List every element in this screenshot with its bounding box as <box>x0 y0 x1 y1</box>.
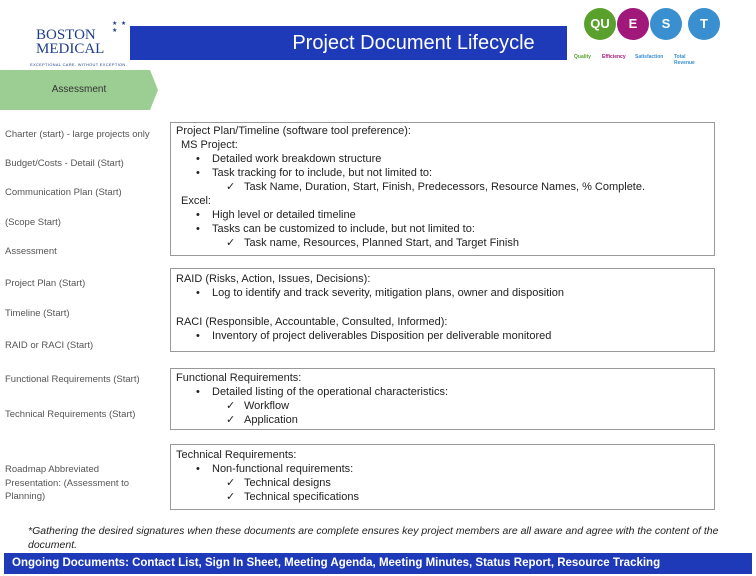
logo-stars: ★ ★ ★ <box>112 21 128 34</box>
check-icon: ✓ <box>226 181 236 193</box>
bullet: • <box>196 223 200 235</box>
technical-requirements-content <box>176 448 359 504</box>
ongoing-documents-bar: Ongoing Documents: Contact List, Sign In Sheet, Meeting Agenda, Meeting Minutes, Status Report, Resource Tracking <box>4 553 752 574</box>
left-label-communication-plan: Communication Plan (Start) <box>5 187 122 198</box>
quest-label-quality: Quality <box>574 54 591 60</box>
left-label-roadmap: Roadmap Abbreviated Presentation: (Assessment to Planning) <box>5 464 130 502</box>
excel-item-customize: Tasks can be customized to include, but not limited to: <box>212 223 475 235</box>
ms-item-task-tracking: Task tracking for to include, but not limited to: <box>212 167 433 179</box>
functional-check-application: Application <box>244 414 298 426</box>
quest-label-efficiency: Efficiency <box>602 54 626 60</box>
left-label-assessment: Assessment <box>5 246 57 257</box>
left-label-scope: (Scope Start) <box>5 217 61 228</box>
quest-logo <box>572 8 756 68</box>
check-icon: ✓ <box>226 400 236 412</box>
project-plan-content <box>176 124 645 250</box>
page-title: Project Document Lifecycle <box>130 26 567 60</box>
left-label-timeline: Timeline (Start) <box>5 308 70 319</box>
phase-label: Assessment <box>51 84 107 95</box>
logo-text-boston: BOSTON <box>36 27 96 43</box>
excel-label: Excel: <box>181 195 211 207</box>
raci-heading: RACI (Responsible, Accountable, Consulted, Informed): <box>176 316 448 328</box>
functional-item: Detailed listing of the operational characteristics: <box>212 386 449 398</box>
ms-check-fields: Task Name, Duration, Start, Finish, Predecessors, Resource Names, % Complete. <box>244 181 646 193</box>
left-label-technical-requirements: Technical Requirements (Start) <box>5 409 136 420</box>
functional-check-workflow: Workflow <box>244 400 290 412</box>
technical-heading: Technical Requirements: <box>176 449 297 461</box>
plan-heading: Project Plan/Timeline (software tool preference): <box>176 125 411 137</box>
raid-raci-content <box>176 272 564 343</box>
technical-item: Non-functional requirements: <box>212 463 354 475</box>
logo-tagline: EXCEPTIONAL CARE. WITHOUT EXCEPTION. <box>30 62 128 67</box>
left-label-project-plan: Project Plan (Start) <box>5 278 86 289</box>
excel-check-fields: Task name, Resources, Planned Start, and Target Finish <box>244 237 519 249</box>
bullet: • <box>196 153 200 165</box>
bullet: • <box>196 463 200 475</box>
left-label-functional-requirements: Functional Requirements (Start) <box>5 374 140 385</box>
bullet: • <box>196 167 200 179</box>
check-icon: ✓ <box>226 237 236 249</box>
ms-project-label: MS Project: <box>181 139 238 151</box>
raid-item: Log to identify and track severity, mitigation plans, owner and disposition <box>212 287 564 299</box>
bullet: • <box>196 287 200 299</box>
check-icon: ✓ <box>226 491 236 503</box>
boston-medical-logo <box>30 20 130 70</box>
quest-circle-qu: QU <box>584 8 616 40</box>
left-label-raid-raci: RAID or RACI (Start) <box>5 340 94 351</box>
functional-requirements-content <box>176 371 448 427</box>
quest-label-total-revenue: Total Revenue <box>674 54 695 66</box>
excel-item-timeline: High level or detailed timeline <box>212 209 356 221</box>
left-label-charter: Charter (start) - large projects only <box>5 129 150 140</box>
quest-circle-t: T <box>688 8 720 40</box>
technical-check-specifications: Technical specifications <box>244 491 359 503</box>
footnote: *Gathering the desired signatures when these documents are complete ensures key project members are all aware and agree with the content of the document. <box>28 525 719 551</box>
bullet: • <box>196 209 200 221</box>
bullet: • <box>196 386 200 398</box>
raci-item: Inventory of project deliverables Disposition per deliverable monitored <box>212 330 552 342</box>
check-icon: ✓ <box>226 477 236 489</box>
logo-text-medical: MEDICAL <box>36 41 105 57</box>
bullet: • <box>196 330 200 342</box>
check-icon: ✓ <box>226 414 236 426</box>
quest-circle-s: S <box>650 8 682 40</box>
functional-heading: Functional Requirements: <box>176 372 302 384</box>
ms-item-wbs: Detailed work breakdown structure <box>212 153 382 165</box>
left-label-budget: Budget/Costs - Detail (Start) <box>5 158 124 169</box>
technical-check-designs: Technical designs <box>244 477 331 489</box>
raid-heading: RAID (Risks, Action, Issues, Decisions): <box>176 273 371 285</box>
quest-circle-e: E <box>617 8 649 40</box>
quest-label-satisfaction: Satisfaction <box>635 54 664 60</box>
